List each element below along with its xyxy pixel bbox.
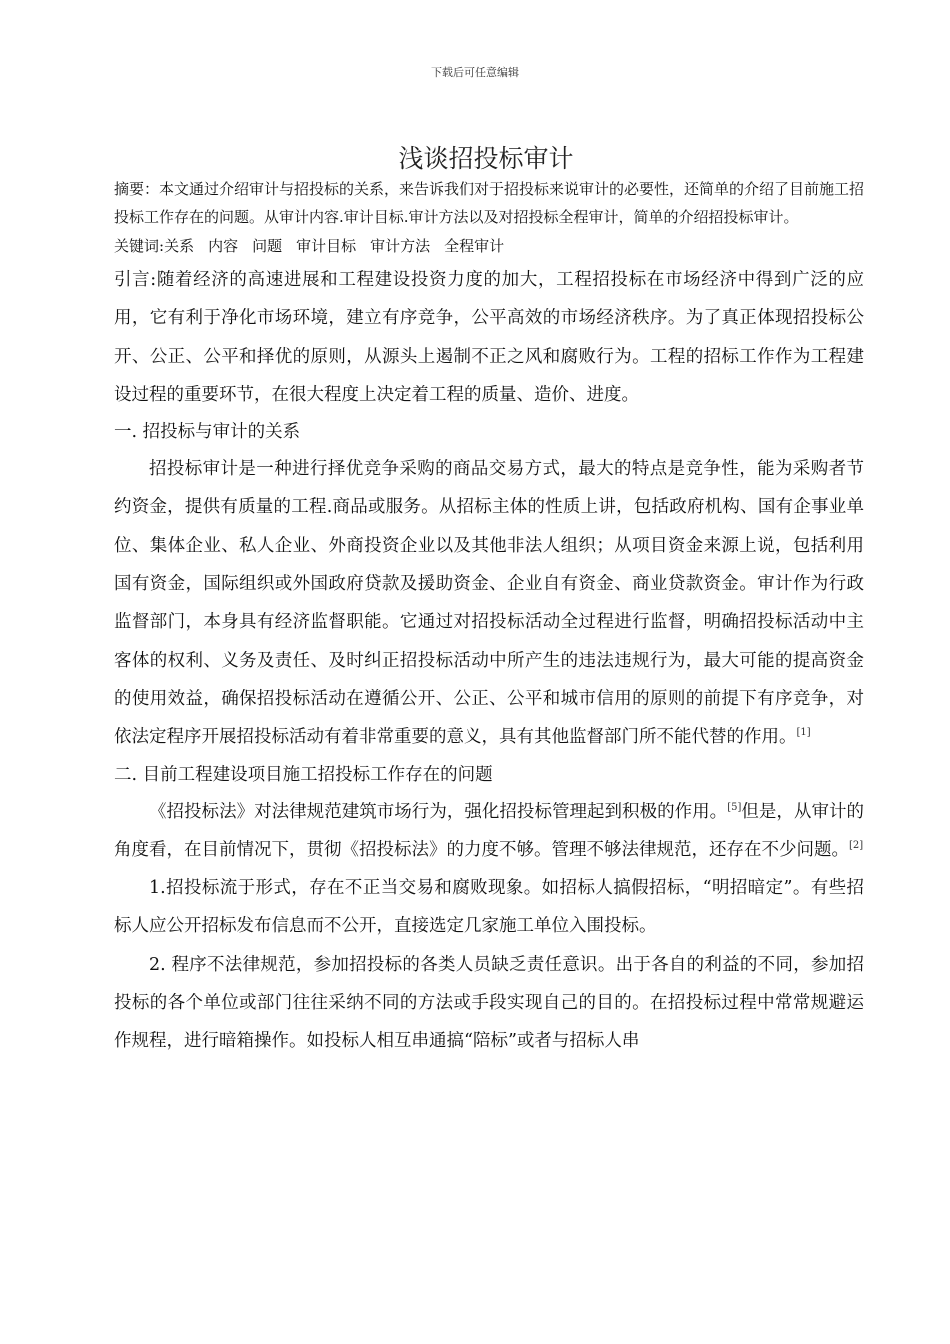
paragraph-text: 《招投标法》对法律规范建筑市场行为，强化招投标管理起到积极的作用。 — [149, 801, 728, 822]
keyword: 审计目标 — [296, 237, 357, 255]
keyword: 全程审计 — [444, 237, 505, 255]
introduction-paragraph: 引言:随着经济的高速进展和工程建设投资力度的加大，工程招投标在市场经济中得到广泛的应用，它有利于净化市场环境，建立有序竞争，公平高效的市场经济秩序。为了真正体现招投标公开、公正、公平和择优的原则，从源头上遏制不正之风和腐败行为。工程的招标工作作为工程建设过程的重要环节，在很大程度上决定着工程的质量、造价、进度。 — [114, 270, 864, 405]
list-paragraph: 1.招投标流于形式，存在不正当交易和腐败现象。如招标人搞假招标，“明招暗定”。有些招标人应公开招标发布信息而不公开，直接选定几家施工单位入围投标。 — [114, 878, 864, 937]
keyword: 审计方法 — [370, 237, 431, 255]
paragraph-text: 但是，从审计的角度看，在目前情况下，贯彻《招投标法》的力度不够。管理不够法律规范，还存在不少问题。 — [114, 801, 865, 860]
keyword: 内容 — [208, 237, 239, 255]
document-body — [114, 175, 864, 1061]
citation-marker: [1] — [796, 727, 811, 739]
keywords-label: 关键词: — [114, 237, 165, 255]
citation-marker: [2] — [849, 840, 864, 852]
section-heading: 一. 招投标与审计的关系 — [114, 422, 301, 443]
keyword: 问题 — [252, 237, 283, 255]
list-paragraph: 2. 程序不法律规范，参加招投标的各类人员缺乏责任意识。出于各自的利益的不同，参加招投标的各个单位或部门往往采纳不同的方法或手段实现自己的目的。在招投标过程中常常规避运作规程，进行暗箱操作。如投标人相互串通搞“陪标”或者与招标人串 — [114, 954, 864, 1052]
section-heading: 二. 目前工程建设项目施工招投标工作存在的问题 — [114, 764, 493, 785]
keywords — [114, 231, 864, 261]
body-paragraph — [114, 450, 864, 756]
citation-marker: [5] — [727, 801, 742, 813]
body-paragraph — [114, 793, 864, 870]
abstract: 摘要：本文通过介绍审计与招投标的关系，来告诉我们对于招投标来说审计的必要性，还简单的介绍了目前施工招投标工作存在的问题。从审计内容.审计目标.审计方法以及对招投标全程审计，简单的介绍招投标审计。 — [114, 180, 865, 226]
paragraph-text: 招投标审计是一种进行择优竞争采购的商品交易方式，最大的特点是竞争性，能为采购者节约资金，提供有质量的工程.商品或服务。从招标主体的性质上讲，包括政府机构、国有企事业单位、集体企业、私人企业、外商投资企业以及其他非法人组织；从项目资金来源上说，包括利用国有资金，国际组织或外国政府贷款及援助资金、企业自有资金、商业贷款资金。审计作为行政监督部门，本身具有经济监督职能。它通过对招投标活动全过程进行监督，明确招投标活动中主客体的权利、义务及责任、及时纠正招投标活动中所产生的违法违规行为，最大可能的提高资金的使用效益，确保招投标活动在遵循公开、公正、公平和城市信用的原则的前提下有序竞争，对依法定程序开展招投标活动有着非常重要的意义，具有其他监督部门所不能代替的作用。 — [114, 459, 864, 748]
keyword: 关系 — [164, 237, 195, 255]
document-title: 浅谈招投标审计 — [398, 143, 574, 173]
header-note: 下载后可任意编辑 — [431, 66, 519, 79]
